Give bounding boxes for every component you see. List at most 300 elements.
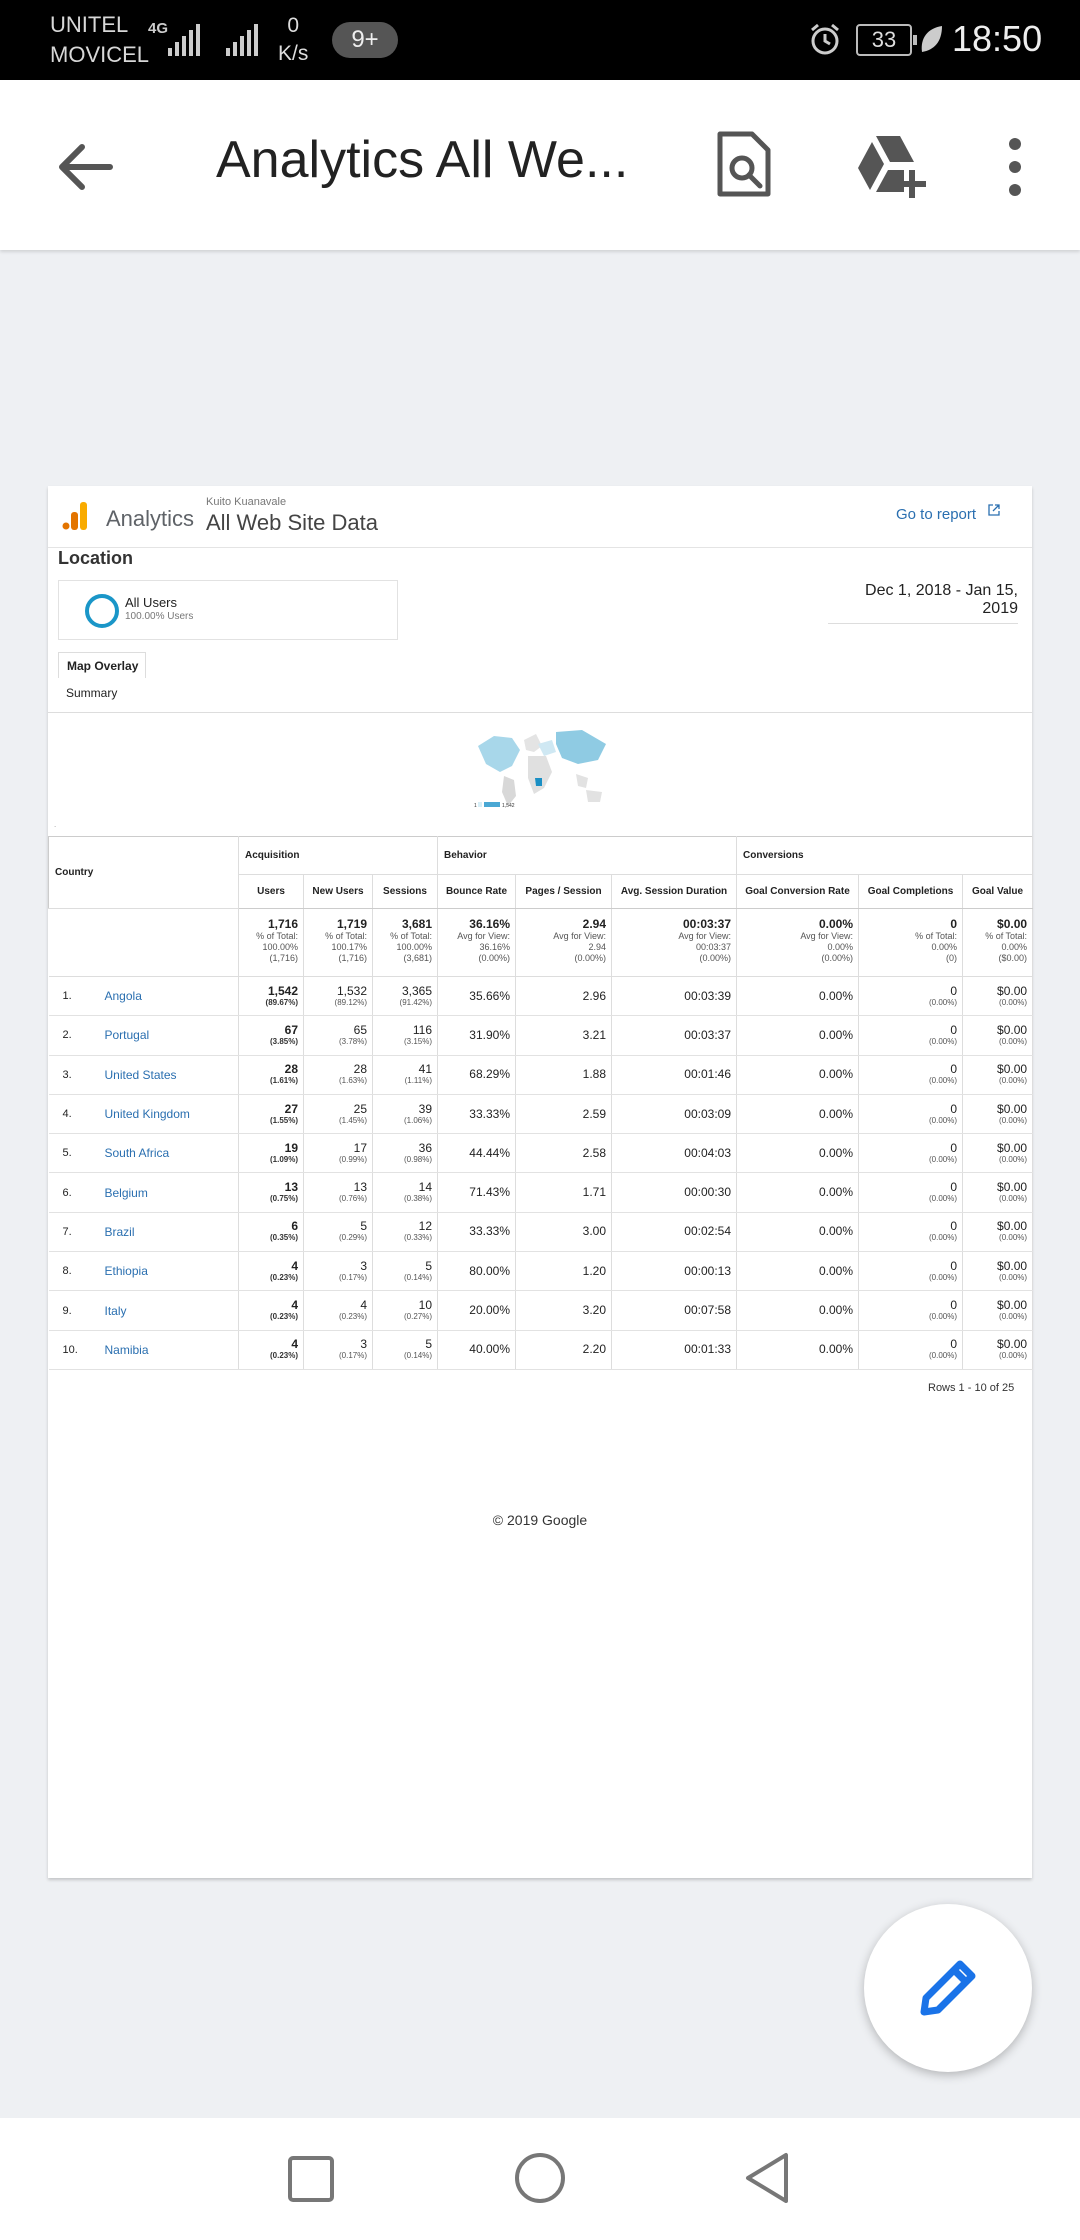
total-sub3: ($0.00) (998, 953, 1028, 963)
cell-percentage: (1.09%) (269, 1154, 298, 1164)
total-sub1: % of Total: (325, 931, 367, 941)
total-sub3: (0.00%) (478, 953, 510, 963)
cell-duration (612, 1330, 737, 1369)
column-header[interactable]: Sessions (373, 875, 438, 909)
cell-value: 0 (950, 1101, 958, 1116)
cell-value: 1,532 (336, 983, 367, 998)
cell-sessions (373, 1330, 438, 1369)
cell-value: 00:01:46 (684, 1067, 732, 1082)
cell-value: 3 (360, 1337, 367, 1352)
cell-pages (516, 1055, 612, 1094)
cell-percentage: (0.00%) (929, 1154, 958, 1164)
status-bar (0, 0, 1080, 80)
table-row (49, 1134, 1033, 1173)
cell-value: 0 (950, 1298, 958, 1313)
date-range[interactable]: Dec 1, 2018 - Jan 15, 2019 (828, 582, 1018, 624)
tab-map-overlay[interactable]: Map Overlay (58, 652, 146, 678)
cell-value: 39 (418, 1101, 432, 1116)
cell-percentage: (0.23%) (269, 1272, 298, 1282)
segment-percentage: 100.00% Users (125, 611, 194, 622)
country-link[interactable]: South Africa (103, 1134, 239, 1173)
cell-duration (612, 977, 737, 1016)
total-sub1: Avg for View: (678, 931, 732, 941)
cell-percentage: (3.78%) (338, 1036, 367, 1046)
cell-value: $0.00 (997, 1101, 1028, 1116)
cell-value: 6 (291, 1219, 298, 1234)
cell-value: 3,365 (401, 983, 432, 998)
cell-percentage: (0.27%) (403, 1312, 432, 1322)
total-sub2: 0.00% (1001, 942, 1028, 952)
table-row (49, 1330, 1033, 1369)
column-header[interactable]: Avg. Session Duration (612, 875, 737, 909)
cell-pages (516, 1134, 612, 1173)
cell-value: 14 (418, 1180, 432, 1195)
cell-users (239, 1016, 304, 1055)
cell-users (239, 1055, 304, 1094)
cell-compl (859, 1094, 963, 1133)
cell-value: 4 (291, 1337, 298, 1352)
cell-bounce (438, 1291, 516, 1330)
cell-percentage: (0.29%) (338, 1233, 367, 1243)
cell-conv (737, 1173, 859, 1212)
segment-card[interactable] (58, 580, 398, 640)
header-conversions: Conversions (737, 837, 1033, 875)
cell-value: 1.71 (582, 1185, 606, 1200)
table-group-header-row (49, 837, 1033, 875)
cell-new-users (304, 1134, 373, 1173)
cell-value: 1.20 (582, 1263, 606, 1278)
network-type: 4G (148, 20, 169, 37)
carrier-names (50, 10, 149, 70)
cell-value: 00:00:30 (684, 1185, 732, 1200)
cell-percentage: (3.85%) (269, 1036, 298, 1046)
app-bar (0, 80, 1080, 250)
total-sub3: (3,681) (403, 953, 432, 963)
cell-value: 40.00% (469, 1342, 510, 1357)
column-header[interactable]: Bounce Rate (438, 875, 516, 909)
cell-value: 0 (950, 1140, 958, 1155)
analytics-logo-icon (62, 502, 88, 530)
more-vert-icon[interactable] (1000, 136, 1030, 198)
cell-value: 0 (950, 1180, 958, 1195)
cell-pages (516, 1252, 612, 1291)
total-sub2: 2.94 (588, 942, 606, 952)
row-index: 7. (49, 1212, 103, 1251)
cell-percentage: (0.00%) (929, 1194, 958, 1204)
cell-sessions (373, 1016, 438, 1055)
cell-value: 3.00 (582, 1224, 606, 1239)
cell-percentage: (0.00%) (999, 1076, 1028, 1086)
cell-percentage: (0.00%) (999, 1233, 1028, 1243)
cell-value: $0.00 (997, 1219, 1028, 1234)
cell-value: $0.00 (997, 1140, 1028, 1155)
home-circle-icon[interactable] (514, 2152, 566, 2204)
cell-percentage: (0.76%) (338, 1194, 367, 1204)
analytics-header (48, 486, 1032, 548)
cell-value: 3 (360, 1258, 367, 1273)
row-index: 10. (49, 1330, 103, 1369)
total-main: 00:03:37 (682, 917, 732, 931)
cell-value: 0.00% (818, 1224, 854, 1239)
cell-value: $0.00 (997, 1180, 1028, 1195)
cell-new-users (304, 1055, 373, 1094)
cell-value: 0.00% (818, 1263, 854, 1278)
cell-value: $0.00 (997, 1298, 1028, 1313)
cell-percentage: (89.12%) (334, 997, 367, 1007)
table-row (49, 1173, 1033, 1212)
total-main: 3,681 (401, 917, 432, 931)
table-body (49, 977, 1033, 1370)
cell-value: 25 (353, 1101, 367, 1116)
cell-value: 0.00% (818, 1303, 854, 1318)
total-sub2: 0.00% (827, 942, 854, 952)
total-cell (438, 909, 516, 977)
cell-value: 33.33% (469, 1224, 510, 1239)
total-cell (859, 909, 963, 977)
cell-value: 0 (950, 1022, 958, 1037)
cell-percentage: (0.23%) (269, 1312, 298, 1322)
report-section-title: Location (58, 548, 133, 568)
add-to-drive-icon[interactable] (852, 130, 928, 200)
cell-new-users (304, 1212, 373, 1251)
cell-value (963, 1173, 1033, 1212)
cell-compl (859, 1134, 963, 1173)
row-index: 9. (49, 1291, 103, 1330)
cell-value: 4 (291, 1298, 298, 1313)
cell-percentage: (0.14%) (403, 1272, 432, 1282)
cell-bounce (438, 1134, 516, 1173)
cell-new-users (304, 1094, 373, 1133)
cell-value: 67 (284, 1022, 298, 1037)
cell-value: 68.29% (469, 1067, 510, 1082)
cell-conv (737, 1055, 859, 1094)
go-to-report-link[interactable]: Go to report (896, 506, 977, 523)
cell-value: 5 (360, 1219, 367, 1234)
cell-percentage: (89.67%) (265, 997, 298, 1007)
column-header[interactable]: Users (239, 875, 304, 909)
cell-value: 33.33% (469, 1106, 510, 1121)
cell-duration (612, 1134, 737, 1173)
total-cell (963, 909, 1033, 977)
cell-value: 1,542 (267, 983, 298, 998)
cell-users (239, 1330, 304, 1369)
cell-value (963, 1094, 1033, 1133)
cell-value: 1.88 (582, 1067, 606, 1082)
cell-value (963, 1252, 1033, 1291)
cell-value: 0 (950, 1258, 958, 1273)
country-link[interactable]: United Kingdom (103, 1094, 239, 1133)
cell-new-users (304, 1252, 373, 1291)
cell-bounce (438, 1212, 516, 1251)
cell-value (963, 1134, 1033, 1173)
notification-count-badge: 9+ (332, 22, 398, 58)
alarm-icon (808, 22, 842, 56)
cell-compl (859, 1212, 963, 1251)
cell-percentage: (0.38%) (403, 1194, 432, 1204)
cell-sessions (373, 1055, 438, 1094)
map-note-dot: . (54, 820, 57, 829)
cell-value: 13 (284, 1180, 298, 1195)
total-main: 0 (950, 917, 958, 931)
total-sub1: % of Total: (256, 931, 298, 941)
cell-compl (859, 1252, 963, 1291)
navigation-bar (0, 2118, 1080, 2240)
cell-value: $0.00 (997, 1062, 1028, 1077)
cell-conv (737, 1330, 859, 1369)
cell-value: 65 (353, 1022, 367, 1037)
cell-compl (859, 1291, 963, 1330)
cell-value: 0 (950, 1062, 958, 1077)
cell-percentage: (0.00%) (999, 1115, 1028, 1125)
total-sub3: (0) (946, 953, 958, 963)
cell-duration (612, 1094, 737, 1133)
column-header[interactable]: Goal Completions (859, 875, 963, 909)
cell-new-users (304, 1173, 373, 1212)
back-triangle-icon[interactable] (744, 2152, 790, 2204)
cell-value: 00:03:39 (684, 988, 732, 1003)
cell-value: $0.00 (997, 1258, 1028, 1273)
total-sub3: (0.00%) (574, 953, 606, 963)
cell-percentage: (0.98%) (403, 1154, 432, 1164)
cell-sessions (373, 1134, 438, 1173)
row-index: 3. (49, 1055, 103, 1094)
arrow-left-icon[interactable] (50, 132, 120, 202)
country-link[interactable]: Portugal (103, 1016, 239, 1055)
cell-value (963, 1291, 1033, 1330)
cell-value: 31.90% (469, 1027, 510, 1042)
table-totals-row (49, 909, 1033, 977)
recent-apps-icon[interactable] (288, 2156, 334, 2202)
cell-percentage: (0.33%) (403, 1233, 432, 1243)
cell-value: 2.59 (582, 1106, 606, 1121)
cell-percentage: (0.00%) (999, 997, 1028, 1007)
cell-percentage: (0.00%) (929, 1076, 958, 1086)
edit-fab-button[interactable] (864, 1904, 1032, 2072)
cell-bounce (438, 1055, 516, 1094)
cell-value: 71.43% (469, 1185, 510, 1200)
location-table (48, 836, 1033, 1370)
cell-value: $0.00 (997, 983, 1028, 998)
cell-pages (516, 977, 612, 1016)
total-sub1: Avg for View: (553, 931, 606, 941)
cell-value: 4 (360, 1298, 367, 1313)
map-legend-min-swatch (478, 802, 482, 807)
cell-value: 0.00% (818, 1145, 854, 1160)
cell-compl (859, 1055, 963, 1094)
cell-users (239, 1134, 304, 1173)
cell-sessions (373, 1291, 438, 1330)
external-link-icon[interactable] (988, 504, 1000, 516)
cell-compl (859, 1173, 963, 1212)
total-cell (737, 909, 859, 977)
row-index: 2. (49, 1016, 103, 1055)
cell-value: 27 (284, 1101, 298, 1116)
column-header[interactable]: Goal Conversion Rate (737, 875, 859, 909)
signal-icon (168, 22, 202, 58)
country-link[interactable]: Ethiopia (103, 1252, 239, 1291)
find-in-page-icon[interactable] (712, 130, 776, 200)
cell-percentage: (0.35%) (269, 1233, 298, 1243)
header-country[interactable]: Country (49, 837, 239, 909)
cell-bounce (438, 1173, 516, 1212)
segment-ring-icon (85, 594, 119, 628)
total-cell (612, 909, 737, 977)
cell-conv (737, 1252, 859, 1291)
cell-value: 2.96 (582, 988, 606, 1003)
cell-value: 0.00% (818, 1342, 854, 1357)
cell-sessions (373, 1212, 438, 1251)
total-sub2: 36.16% (479, 942, 510, 952)
cell-value: 10 (418, 1298, 432, 1313)
cell-value: 00:03:37 (684, 1027, 732, 1042)
cell-bounce (438, 1016, 516, 1055)
rows-info: Rows 1 - 10 of 25 (928, 1382, 1015, 1394)
total-cell (516, 909, 612, 977)
world-map (472, 722, 612, 814)
total-main: 36.16% (469, 917, 510, 931)
map-legend-min: 1 (474, 803, 477, 809)
cell-users (239, 977, 304, 1016)
table-row (49, 1252, 1033, 1291)
cell-value: 80.00% (469, 1263, 510, 1278)
cell-value: $0.00 (997, 1337, 1028, 1352)
cell-percentage: (1.61%) (269, 1076, 298, 1086)
total-sub3: (0.00%) (699, 953, 732, 963)
cell-percentage: (0.00%) (999, 1036, 1028, 1046)
battery-icon: 33 (856, 24, 912, 56)
cell-percentage: (0.23%) (269, 1351, 298, 1361)
cell-percentage: (1.63%) (338, 1076, 367, 1086)
cell-users (239, 1252, 304, 1291)
map-legend-max: 1,542 (502, 803, 515, 809)
cell-value: 3.20 (582, 1303, 606, 1318)
cell-value: 36 (418, 1140, 432, 1155)
cell-duration (612, 1055, 737, 1094)
carrier-1: UNITEL (50, 12, 129, 37)
column-header[interactable]: Goal Value (963, 875, 1033, 909)
cell-compl (859, 1330, 963, 1369)
country-link[interactable]: United States (103, 1055, 239, 1094)
cell-percentage: (0.00%) (999, 1272, 1028, 1282)
total-sub2: 0.00% (931, 942, 958, 952)
cell-duration (612, 1016, 737, 1055)
cell-value (963, 1212, 1033, 1251)
cell-bounce (438, 1330, 516, 1369)
cell-bounce (438, 977, 516, 1016)
cell-users (239, 1173, 304, 1212)
total-sub1: % of Total: (985, 931, 1028, 941)
table-row (49, 977, 1033, 1016)
total-sub3: (1,716) (269, 953, 298, 963)
row-index: 5. (49, 1134, 103, 1173)
country-link[interactable]: Namibia (103, 1330, 239, 1369)
total-sub2: 100.17% (331, 942, 367, 952)
document-title: Analytics All We... (216, 131, 629, 189)
edit-pencil-icon (914, 1954, 982, 2022)
total-sub2: 100.00% (396, 942, 432, 952)
cell-value: 28 (284, 1062, 298, 1077)
cell-pages (516, 1291, 612, 1330)
cell-percentage: (0.00%) (929, 1233, 958, 1243)
cell-conv (737, 1134, 859, 1173)
cell-percentage: (0.00%) (929, 1115, 958, 1125)
header-acquisition: Acquisition (239, 837, 438, 875)
cell-sessions (373, 1173, 438, 1212)
cell-new-users (304, 1330, 373, 1369)
cell-percentage: (0.23%) (338, 1312, 367, 1322)
cell-value: 00:04:03 (684, 1145, 732, 1160)
row-index: 6. (49, 1173, 103, 1212)
account-name: Kuito Kuanavale (206, 496, 287, 508)
total-sub1: Avg for View: (457, 931, 510, 941)
cell-value: 116 (412, 1022, 432, 1037)
cell-value: 44.44% (469, 1145, 510, 1160)
cell-value: 00:00:13 (684, 1263, 732, 1278)
cell-value (963, 977, 1033, 1016)
cell-new-users (304, 1016, 373, 1055)
cell-percentage: (0.00%) (929, 1351, 958, 1361)
cell-value: 5 (425, 1258, 432, 1273)
table-row (49, 1016, 1033, 1055)
cell-value: 12 (418, 1219, 432, 1234)
row-index: 1. (49, 977, 103, 1016)
cell-value: 0 (950, 1219, 958, 1234)
country-link[interactable]: Brazil (103, 1212, 239, 1251)
cell-percentage: (1.11%) (404, 1076, 432, 1086)
total-sub2: 100.00% (262, 942, 298, 952)
cell-value: 17 (353, 1140, 367, 1155)
table-row (49, 1212, 1033, 1251)
cell-conv (737, 977, 859, 1016)
cell-percentage: (0.17%) (338, 1272, 367, 1282)
cell-sessions (373, 977, 438, 1016)
cell-value: 2.58 (582, 1145, 606, 1160)
total-main: 0.00% (818, 917, 854, 931)
divider (48, 712, 1032, 713)
country-link[interactable]: Belgium (103, 1173, 239, 1212)
cell-value: 13 (353, 1180, 367, 1195)
cell-percentage: (0.14%) (403, 1351, 432, 1361)
row-index: 4. (49, 1094, 103, 1133)
tab-summary[interactable]: Summary (66, 686, 118, 700)
cell-value (963, 1330, 1033, 1369)
cell-value: 0 (950, 1337, 958, 1352)
map-legend-max-swatch (484, 802, 500, 807)
cell-percentage: (0.75%) (269, 1194, 298, 1204)
cell-compl (859, 1016, 963, 1055)
cell-percentage: (0.00%) (929, 997, 958, 1007)
cell-pages (516, 1330, 612, 1369)
network-speed: 0 K/s (278, 14, 309, 65)
cell-pages (516, 1212, 612, 1251)
total-sub1: % of Total: (915, 931, 958, 941)
cell-value: 2.20 (582, 1342, 606, 1357)
total-cell (304, 909, 373, 977)
cell-pages (516, 1173, 612, 1212)
column-header[interactable]: New Users (304, 875, 373, 909)
cell-percentage: (91.42%) (399, 997, 432, 1007)
country-link[interactable]: Italy (103, 1291, 239, 1330)
cell-percentage: (0.00%) (929, 1036, 958, 1046)
column-header[interactable]: Pages / Session (516, 875, 612, 909)
total-main: 1,716 (267, 917, 298, 931)
country-link[interactable]: Angola (103, 977, 239, 1016)
total-sub3: (0.00%) (821, 953, 854, 963)
cell-users (239, 1094, 304, 1133)
cell-new-users (304, 1291, 373, 1330)
cell-sessions (373, 1252, 438, 1291)
property-name: All Web Site Data (206, 510, 379, 535)
